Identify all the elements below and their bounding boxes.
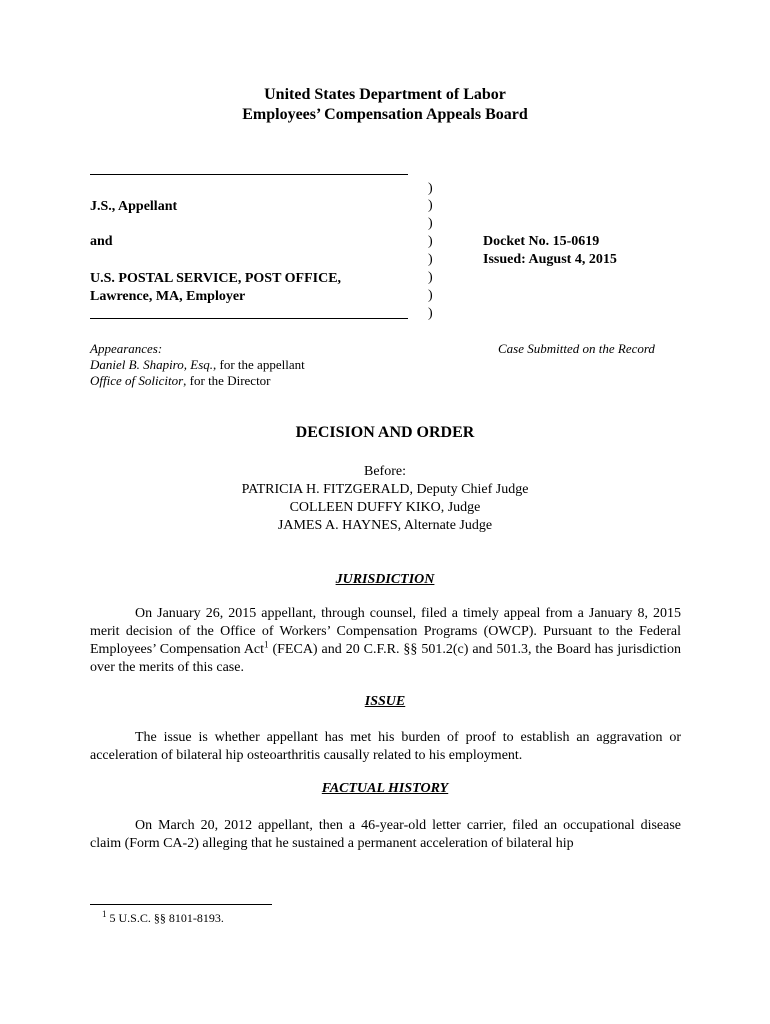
- issue-paragraph: The issue is whether appellant has met his burden of proof to establish an aggravation or acceleration of bilateral hip osteoarthritis causally related to his employment.: [90, 730, 681, 763]
- factual-history-heading: FACTUAL HISTORY: [321, 781, 449, 796]
- appearance-director: [90, 373, 305, 389]
- issue-heading: ISSUE: [364, 694, 406, 709]
- footnote-text: 5 U.S.C. §§ 8101-8193.: [106, 911, 224, 925]
- paren-6: ): [428, 270, 433, 285]
- director-counsel-name: Office of Solicitor: [90, 373, 184, 388]
- jurisdiction-text-2: (FECA) and 20 C.F.R. §§ 501.2(c) and 501.3, the Board has jurisdiction over the merits of this case.: [90, 642, 682, 675]
- paren-4: ): [428, 234, 433, 249]
- caption-top-rule: [90, 174, 408, 175]
- paren-7: ): [428, 288, 433, 303]
- employer-line-2: Lawrence, MA, Employer: [90, 289, 246, 304]
- employer-name: [90, 270, 341, 306]
- footnote-ref-1[interactable]: 1: [264, 639, 269, 650]
- appearances-heading: Appearances:: [90, 341, 163, 356]
- decision-title: DECISION AND ORDER: [295, 424, 475, 441]
- paren-2: ): [428, 198, 433, 213]
- director-counsel-role: , for the Director: [183, 373, 271, 388]
- paren-1: ): [428, 181, 433, 196]
- issued-date: Issued: August 4, 2015: [483, 252, 617, 267]
- footnote-marker: 1: [102, 909, 107, 919]
- appearances-block: [90, 341, 305, 389]
- footnote-separator: [90, 904, 272, 905]
- employer-line-1: U.S. POSTAL SERVICE, POST OFFICE,: [90, 271, 342, 286]
- paren-3: ): [428, 216, 433, 231]
- jurisdiction-paragraph: [90, 605, 681, 677]
- board-title: Employees’ Compensation Appeals Board: [242, 106, 528, 123]
- judge-3: JAMES A. HAYNES, Alternate Judge: [277, 518, 493, 533]
- footnote-1: [90, 911, 224, 926]
- caption-and: and: [90, 234, 113, 249]
- appellant-name: J.S., Appellant: [90, 199, 178, 214]
- paren-8: ): [428, 306, 433, 321]
- judge-2: COLLEEN DUFFY KIKO, Judge: [289, 500, 481, 515]
- factual-history-paragraph: On March 20, 2012 appellant, then a 46-year-old letter carrier, filed an occupational disease claim (Form CA-2) alleging that he sustained a permanent acceleration of bilateral hip: [90, 818, 681, 851]
- jurisdiction-heading: JURISDICTION: [335, 572, 435, 587]
- appellant-counsel-role: , for the appellant: [213, 357, 305, 372]
- paren-5: ): [428, 252, 433, 267]
- case-submitted-note: Case Submitted on the Record: [498, 341, 655, 356]
- jurisdiction-text-1: On January 26, 2015 appellant, through counsel, filed a timely appeal from a January 8, 2015 merit decision of the Office of Workers’ Compensation Programs (OWCP). Pursuant to the Federal Employees’ Compensation Act: [90, 606, 681, 657]
- docket-number: Docket No. 15-0619: [483, 234, 600, 249]
- appellant-counsel-name: Daniel B. Shapiro, Esq.: [90, 357, 214, 372]
- caption-bottom-rule: [90, 318, 408, 319]
- appearance-appellant: [90, 357, 305, 373]
- before-label: Before:: [364, 464, 406, 479]
- agency-title: United States Department of Labor: [264, 86, 506, 103]
- judge-1: PATRICIA H. FITZGERALD, Deputy Chief Judge: [241, 482, 529, 497]
